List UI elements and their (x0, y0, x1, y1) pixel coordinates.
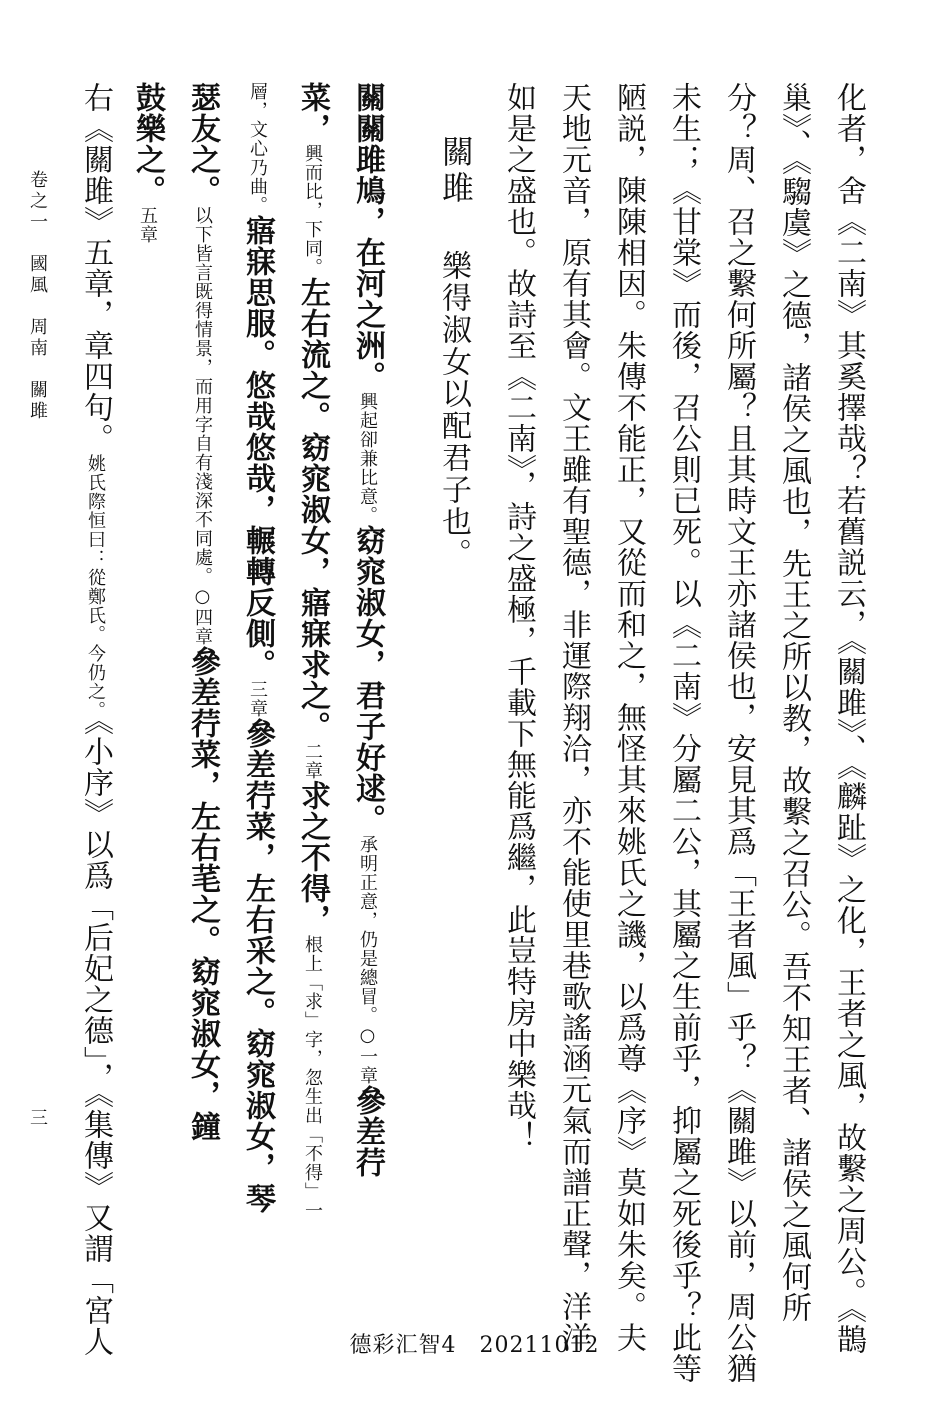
poem-line: 左右流之。窈窕淑女，寤寐求之。 (295, 277, 330, 742)
commentary-column-4: 未生；《甘棠》而後，召公則已死。以《二南》分屬二公，其屬之生前乎，抑屬之死後乎？此等 (666, 82, 701, 1384)
closing-text: 《小序》以爲「后妃之德」，《集傳》又謂「宮人 (78, 720, 113, 1357)
commentary-column-3: 分？周、召之繫何所屬？且其時文王亦諸侯也，安見其爲「王者風」乎？《關雎》以前，周公猶 (721, 82, 756, 1384)
footer: 德彩汇智4 20211012 (349, 1333, 600, 1358)
poem-column-5 (130, 82, 165, 244)
closing-column (78, 82, 113, 1357)
page-number: 三 (27, 1108, 48, 1129)
poem-column-1 (350, 82, 385, 1178)
poem-subtitle: 樂得淑女以配君子也。 (436, 250, 471, 570)
poem-line: 求之不得， (295, 780, 330, 935)
poem-line: 關關雎鳩，在河之洲。 (350, 82, 385, 392)
poem-column-4 (185, 82, 220, 1142)
poem-line: 參差荇菜，左右芼之。窈窕淑女，鐘 (185, 646, 220, 1142)
poem-line: 鼓樂之。 (130, 82, 165, 206)
poem-line: 參差荇菜，左右采之。窈窕淑女，琴 (240, 718, 275, 1214)
poem-line: 菜， (295, 82, 330, 144)
poem-title: 關雎 (437, 135, 475, 207)
poem-note: 五章 (137, 206, 158, 244)
poem-note: 承明正意，仍是總冒。○一章 (357, 835, 378, 1085)
poem-column-3 (240, 82, 275, 1214)
poem-note: 根上「求」字，忽生出「不得」一 (302, 935, 323, 1220)
commentary-column-7: 如是之盛也。故詩至《二南》，詩之盛極，千載下無能爲繼，此豈特房中樂哉！ (501, 82, 536, 1152)
poem-note: 興而比，下同。 (302, 144, 323, 277)
margin-header: 卷之一 國風 周南 關雎 (27, 170, 48, 422)
poem-column-2 (295, 82, 330, 1220)
poem-note: 以下皆言既得情景，而用字自有淺深不同處。○四章 (192, 206, 213, 646)
poem-note: 層，文心乃曲。 (247, 82, 268, 215)
poem-note: 三章 (247, 680, 268, 718)
poem-line: 瑟友之。 (185, 82, 220, 206)
commentary-column-6: 天地元音，原有其會。文王雖有聖德，非運際翔洽，亦不能使里巷歌謠涵元氣而譜正聲，洋洋 (556, 82, 591, 1353)
commentary-column-1: 化者，舍《二南》其奚擇哉？若舊説云，《關雎》、《麟趾》之化，王者之風，故繫之周公。《鵲 (831, 82, 866, 1355)
poem-line: 寤寐思服。悠哉悠哉，輾轉反側。 (240, 215, 275, 680)
poem-note: 二章 (302, 742, 323, 780)
closing-text: 右《關雎》五章，章四句。 (78, 82, 113, 454)
commentary-column-2: 巢》、《騶虞》之德，諸侯之風也，先王之所以教，故繫之召公。吾不知王者、諸侯之風何所 (776, 82, 811, 1323)
poem-line: 參差荇 (350, 1085, 385, 1178)
closing-note: 姚氏際恒曰：從鄭氏。今仍之。 (85, 454, 106, 720)
poem-note: 興起卻兼比意。 (357, 392, 378, 525)
poem-line: 窈窕淑女，君子好逑。 (350, 525, 385, 835)
commentary-column-5: 陋説，陳陳相因。朱傳不能正，又從而和之，無怪其來姚氏之譏，以爲尊《序》莫如朱矣。夫 (611, 82, 646, 1353)
